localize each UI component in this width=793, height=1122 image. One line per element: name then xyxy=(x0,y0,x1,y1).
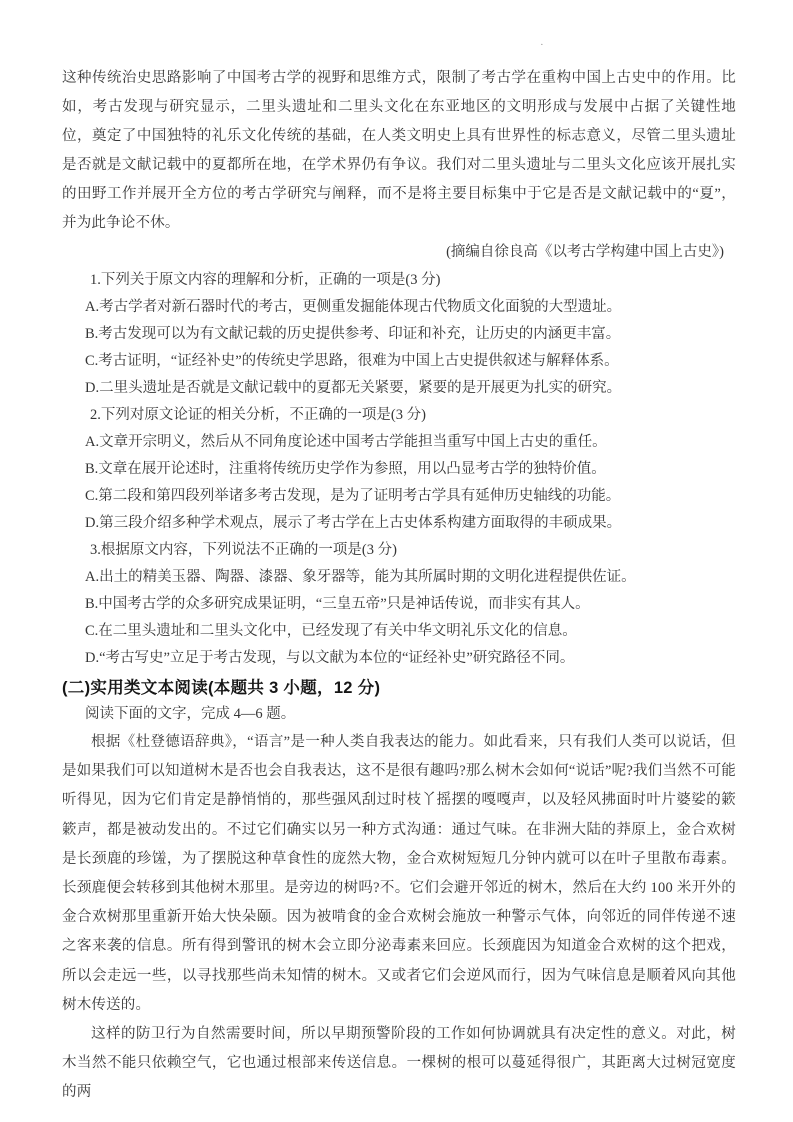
question-3-option-b: B.中国考古学的众多研究成果证明，“三皇五帝”只是神话传说，而非实有其人。 xyxy=(85,596,590,612)
question-2-option-b: B.文章在展开论述时，注重将传统历史学作为参照，用以凸显考古学的独特价值。 xyxy=(85,461,606,477)
question-2-option-a: A.文章开宗明义，然后从不同角度论述中国考古学能担当重写中国上古史的重任。 xyxy=(85,434,607,450)
page-top-mark: · xyxy=(540,39,544,51)
question-3-option-c: C.在二里头遗址和二里头文化中，已经发现了有关中华文明礼乐文化的信息。 xyxy=(85,623,577,639)
question-1-option-b: B.考古发现可以为有文献记载的历史提供参考、印证和补充，让历史的内涵更丰富。 xyxy=(85,326,621,342)
question-2-option-c: C.第二段和第四段列举诸多考古发现，是为了证明考古学具有延伸历史轴线的功能。 xyxy=(85,488,621,504)
passage1-paragraph: 这种传统治史思路影响了中国考古学的视野和思维方式，限制了考古学在重构中国上古史中的作用。比如，考古发现与研究显示，二里头遗址和二里头文化在东亚地区的文明形成与发展中占据了关键性地位，奠定了中国独特的礼乐文化传统的基础，在人类文明史上具有世界性的标志意义，尽管二里头遗址是否就是文献记载中的夏都所在地，在学术界仍有争议。我们对二里头遗址与二里头文化应该开展扎实的田野工作并展开全方位的考古学研究与阐释，而不是将主要目标集中于它是否是文献记载中的“夏”，并为此争论不休。 xyxy=(62,70,736,231)
page-content xyxy=(62,64,736,1108)
question-2-stem: 2.下列对原文论证的相关分析，不正确的一项是(3 分) xyxy=(90,407,426,423)
section2-heading: (二)实用类文本阅读(本题共 3 小题，12 分) xyxy=(62,679,381,697)
question-1-option-d: D.二里头遗址是否就是文献记载中的夏都无关紧要，紧要的是开展更为扎实的研究。 xyxy=(85,380,622,396)
section2-instruction: 阅读下面的文字，完成 4—6 题。 xyxy=(85,706,296,722)
questions-block xyxy=(62,267,736,672)
question-3-option-a: A.出土的精美玉器、陶器、漆器、象牙器等，能为其所属时期的文明化进程提供佐证。 xyxy=(85,569,636,585)
question-1-option-c: C.考古证明，“证经补史”的传统史学思路，很难为中国上古史提供叙述与解释体系。 xyxy=(85,353,619,369)
passage1-attribution: (摘编自徐良高《以考古学构建中国上古史》) xyxy=(446,244,724,260)
question-1-option-a: A.考古学者对新石器时代的考古，更侧重发掘能体现古代物质文化面貌的大型遗址。 xyxy=(85,299,622,315)
question-3-stem: 3.根据原文内容，下列说法不正确的一项是(3 分) xyxy=(90,542,397,558)
section2-paragraph-2: 这样的防卫行为自然需要时间，所以早期预警阶段的工作如何协调就具有决定性的意义。对此，树木当然不能只依赖空气，它也通过根部来传送信息。一棵树的根可以蔓延得很广，其距离大过树冠宽度的两 xyxy=(62,1026,736,1101)
question-2-option-d: D.第三段介绍多种学术观点，展示了考古学在上古史体系构建方面取得的丰硕成果。 xyxy=(85,515,622,531)
question-1-stem: 1.下列关于原文内容的理解和分析，正确的一项是(3 分) xyxy=(90,272,441,288)
question-3-option-d: D.“考古写史”立足于考古发现，与以文献为本位的“证经补史”研究路径不同。 xyxy=(85,650,575,666)
section2-paragraph-1: 根据《杜登德语辞典》，“语言”是一种人类自我表达的能力。如此看来，只有我们人类可以说话，但是如果我们可以知道树木是否也会自我表达，这不是很有趣吗?那么树木会如何“说话”呢?我们当然不可能听得见，因为它们肯定是静悄悄的，那些强风刮过时枝丫摇摆的嘎嘎声，以及轻风拂面时叶片婆娑的簌簌声，都是被动发出的。不过它们确实以另一种方式沟通：通过气味。在非洲大陆的莽原上，金合欢树是长颈鹿的珍馐，为了摆脱这种草食性的庞然大物，金合欢树短短几分钟内就可以在叶子里散布毒素。长颈鹿便会转移到其他树木那里。是旁边的树吗?不。它们会避开邻近的树木，然后在大约 100 米开外的金合欢树那里重新开始大快朵颐。因为被啃食的金合欢树会施放一种警示气体，向邻近的同伴传递不速之客来袭的信息。所有得到警讯的树木会立即分泌毒素来回应。长颈鹿因为知道金合欢树的这个把戏，所以会走远一些，以寻找那些尚未知情的树木。又或者它们会逆风而行，因为气味信息是顺着风向其他树木传送的。 xyxy=(62,734,736,1013)
